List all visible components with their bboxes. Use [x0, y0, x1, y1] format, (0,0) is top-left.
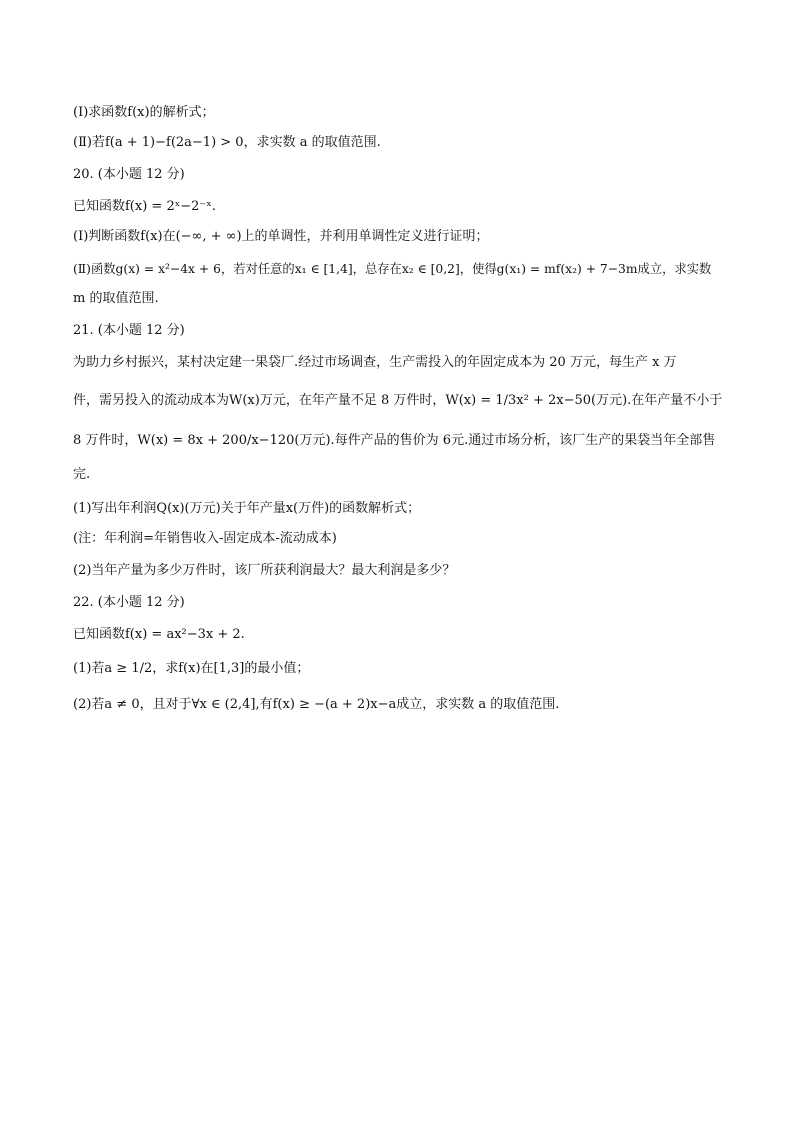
q20-part1: (Ⅰ)判断函数f(x)在(−∞, + ∞)上的单调性，并利用单调性定义进行证明；	[73, 229, 489, 244]
q20-part2-line1: (Ⅱ)函数g(x) = x²−4x + 6，若对任意的x₁ ∈ [1,4]，总存在x₂ ∈ [0,2]，使得g(x₁) = mf(x₂) + 7−3m成立，求实数	[73, 262, 712, 276]
q22-part2: (2)若a ≠ 0，且对于∀x ∈ (2,4],有f(x) ≥ −(a + 2)x−a成立，求实数 a 的取值范围.	[73, 697, 560, 712]
q21-part1: (1)写出年利润Q(x)(万元)关于年产量x(万件)的函数解析式；	[73, 501, 421, 516]
q21-line2: 件，需另投入的流动成本为W(x)万元，在年产量不足 8 万件时，W(x) = 1/3x² + 2x−50(万元).在年产量不小于	[73, 393, 723, 408]
q22-intro: 已知函数f(x) = ax²−3x + 2.	[73, 627, 245, 642]
q21-header: 21. (本小题 12 分)	[73, 323, 185, 338]
q20-header: 20. (本小题 12 分)	[73, 167, 185, 182]
q21-part2: (2)当年产量为多少万件时，该厂所获利润最大？最大利润是多少？	[73, 563, 456, 578]
q21-line3: 8 万件时，W(x) = 8x + 200/x−120(万元).每件产品的售价为 6元.通过市场分析，该厂生产的果袋当年全部售	[73, 433, 716, 448]
q19-part2: (Ⅱ)若f(a + 1)−f(2a−1) > 0，求实数 a 的取值范围.	[73, 135, 381, 150]
q21-line1: 为助力乡村振兴，某村决定建一果袋厂.经过市场调查，生产需投入的年固定成本为 20 万元，每生产 x 万	[73, 355, 677, 370]
q20-intro: 已知函数f(x) = 2ˣ−2⁻ˣ.	[73, 199, 216, 214]
q19-part1: (Ⅰ)求函数f(x)的解析式；	[73, 105, 215, 120]
q20-part2-line2: m 的取值范围.	[73, 291, 159, 306]
q21-note: (注：年利润=年销售收入-固定成本-流动成本)	[73, 531, 337, 546]
q22-header: 22. (本小题 12 分)	[73, 595, 185, 610]
q21-line4: 完.	[73, 467, 91, 482]
q22-part1: (1)若a ≥ 1/2，求f(x)在[1,3]的最小值；	[73, 661, 310, 676]
